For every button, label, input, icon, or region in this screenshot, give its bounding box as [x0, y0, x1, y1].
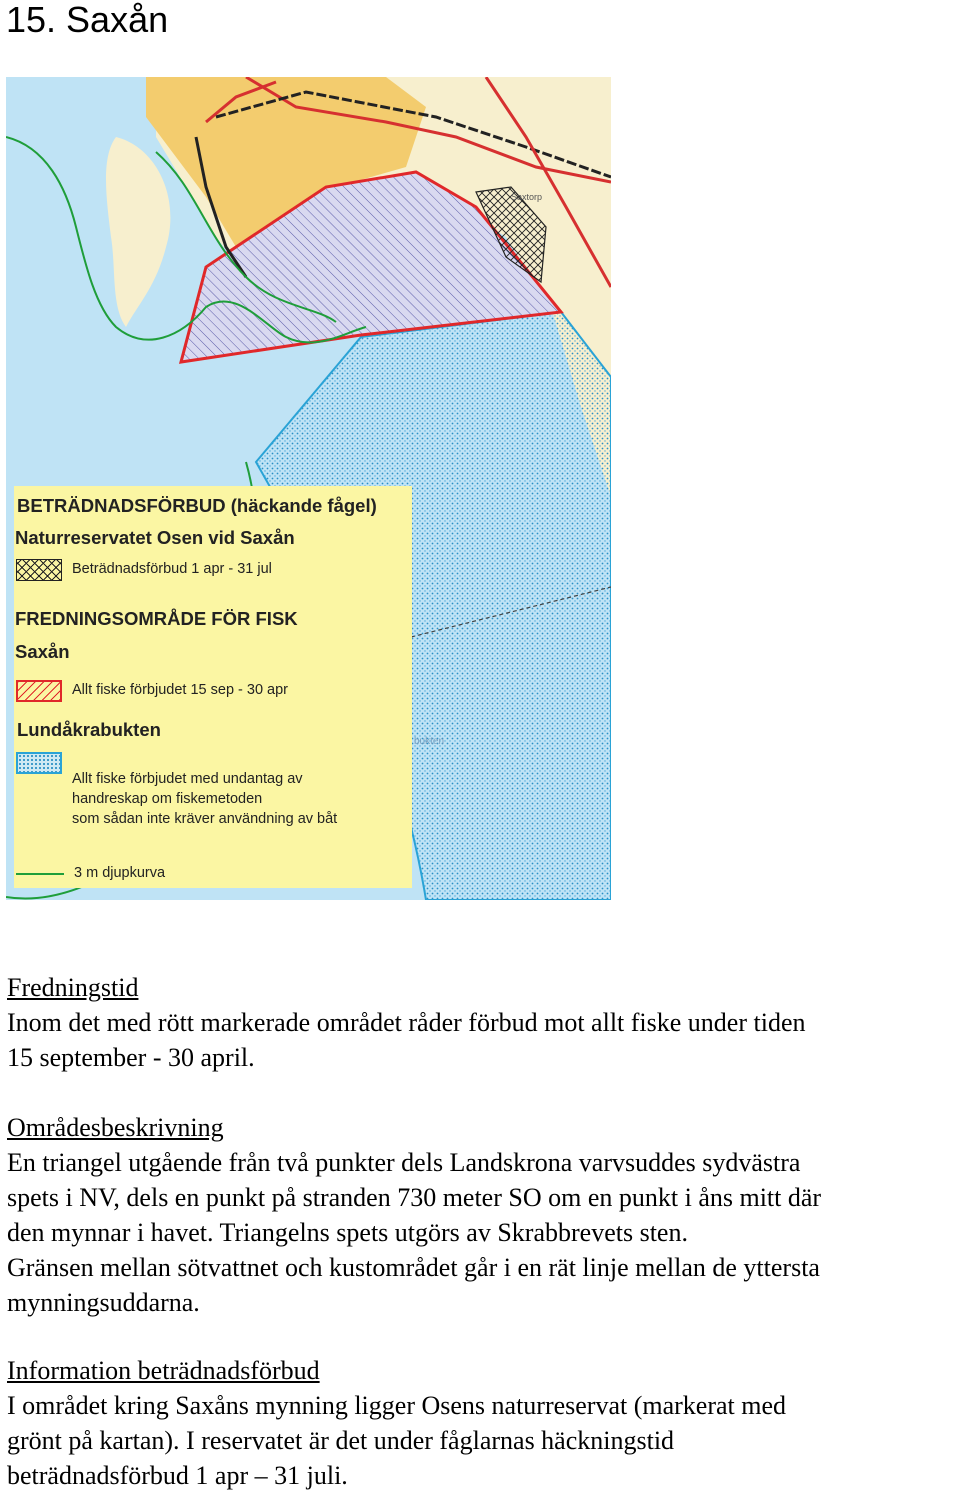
map-legend: [14, 486, 412, 888]
legend-subheading-saxan: Saxån: [15, 641, 70, 662]
legend-item-blue-line2: handreskap om fiskemetoden: [72, 791, 263, 807]
fishing-zone-map: [6, 77, 611, 900]
section-line: grönt på kartan). I reservatet är det under fåglarnas häckningstid: [7, 1426, 675, 1455]
legend-swatch-blue: [16, 752, 62, 774]
legend-item-red-zone: Allt fiske förbjudet 15 sep - 30 apr: [72, 682, 289, 698]
legend-item-depth-contour: 3 m djupkurva: [74, 865, 166, 881]
section-fredningstid: [7, 970, 957, 1075]
section-line: Inom det med rött markerade området råder förbud mot allt fiske under tiden: [7, 1008, 806, 1037]
section-information: [7, 1353, 957, 1493]
legend-swatch-green-line: [16, 873, 64, 875]
legend-subheading-lundakrabukten: Lundåkrabukten: [17, 719, 161, 740]
section-heading: Områdesbeskrivning: [7, 1113, 224, 1142]
section-line: I området kring Saxåns mynning ligger Osens naturreservat (markerat med: [7, 1391, 787, 1420]
place-label: Saxtorp: [511, 192, 543, 202]
legend-item-blue-line3: som sådan inte kräver användning av båt: [72, 811, 338, 827]
legend-heading-fish-zone: FREDNINGSOMRÅDE FÖR FISK: [15, 608, 298, 629]
legend-swatch-red: [16, 680, 62, 702]
section-line: Gränsen mellan sötvattnet och kustområdet går i en rät linje mellan de yttersta: [7, 1253, 820, 1282]
section-heading: Fredningstid: [7, 973, 139, 1002]
section-line: beträdnadsförbud 1 apr – 31 juli.: [7, 1461, 348, 1490]
legend-heading-walking-ban: BETRÄDNADSFÖRBUD (häckande fågel): [17, 495, 377, 516]
section-line: En triangel utgående från två punkter dels Landskrona varvsuddes sydvästra: [7, 1148, 801, 1177]
bay-label: bukten: [414, 736, 445, 747]
legend-item-blue-line1: Allt fiske förbjudet med undantag av: [72, 771, 303, 787]
section-line: mynningsuddarna.: [7, 1288, 200, 1317]
section-heading: Information beträdnadsförbud: [7, 1356, 320, 1385]
legend-item-walking-ban: Beträdnadsförbud 1 apr - 31 jul: [72, 561, 272, 577]
legend-swatch-crosshatch: [16, 559, 62, 581]
legend-subheading-reserve: Naturreservatet Osen vid Saxån: [15, 527, 295, 548]
section-omradesbeskrivning: [7, 1110, 957, 1320]
page-title: 15. Saxån: [6, 0, 169, 40]
section-line: den mynnar i havet. Triangelns spets utgörs av Skrabbrevets sten.: [7, 1218, 688, 1247]
section-line: spets i NV, dels en punkt på stranden 730 meter SO om en punkt i åns mitt där: [7, 1183, 822, 1212]
section-line: 15 september - 30 april.: [7, 1043, 255, 1072]
